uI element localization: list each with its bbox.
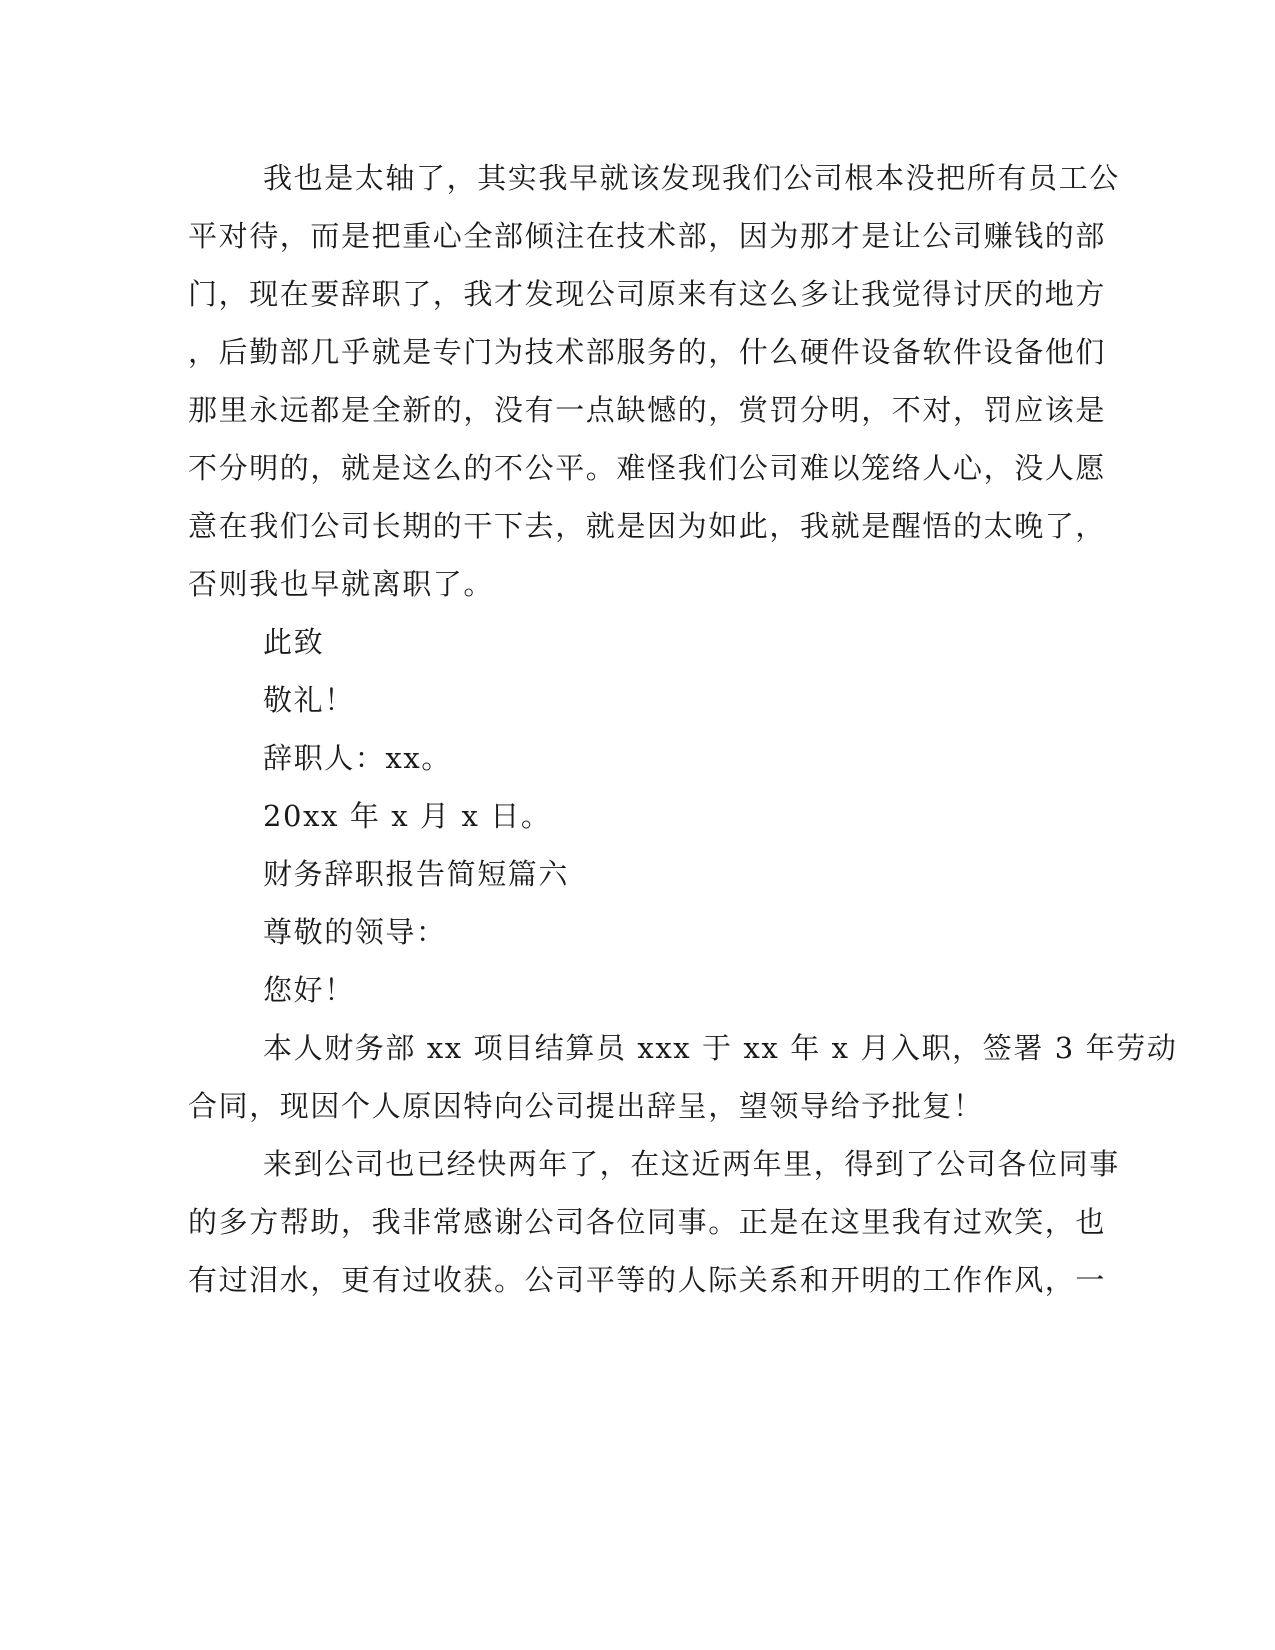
paragraph-line: 有过泪水，更有过收获。公司平等的人际关系和开明的工作作风，一 bbox=[188, 1263, 1107, 1297]
paragraph-line: 本人财务部 xx 项目结算员 xxx 于 xx 年 x 月入职，签署 3 年劳动 bbox=[263, 1031, 1178, 1065]
signature-date: 20xx 年 x 月 x 日。 bbox=[263, 799, 552, 833]
paragraph-line: 不分明的，就是这么的不公平。难怪我们公司难以笼络人心，没人愿 bbox=[188, 451, 1107, 485]
closing-salutation: 此致 bbox=[263, 625, 325, 659]
paragraph-line: 我也是太轴了，其实我早就该发现我们公司根本没把所有员工公 bbox=[263, 161, 1120, 195]
paragraph-line: 否则我也早就离职了。 bbox=[188, 567, 495, 601]
paragraph-line: ，后勤部几乎就是专门为技术部服务的，什么硬件设备软件设备他们 bbox=[188, 335, 1107, 369]
paragraph-line: 那里永远都是全新的，没有一点缺憾的，赏罚分明，不对，罚应该是 bbox=[188, 393, 1107, 427]
paragraph-line: 门，现在要辞职了，我才发现公司原来有这么多让我觉得讨厌的地方 bbox=[188, 277, 1107, 311]
paragraph-line: 合同，现因个人原因特向公司提出辞呈，望领导给予批复！ bbox=[188, 1089, 984, 1123]
paragraph-line: 来到公司也已经快两年了，在这近两年里，得到了公司各位同事 bbox=[263, 1147, 1120, 1181]
signature-name: 辞职人：xx。 bbox=[263, 741, 452, 775]
paragraph-line: 的多方帮助，我非常感谢公司各位同事。正是在这里我有过欢笑，也 bbox=[188, 1205, 1107, 1239]
paragraph-line: 平对待，而是把重心全部倾注在技术部，因为那才是让公司赚钱的部 bbox=[188, 219, 1107, 253]
section-heading: 财务辞职报告简短篇六 bbox=[263, 857, 570, 891]
greeting-hello: 您好！ bbox=[263, 973, 355, 1007]
closing-regards: 敬礼！ bbox=[263, 683, 355, 717]
greeting-addressee: 尊敬的领导： bbox=[263, 915, 447, 949]
paragraph-line: 意在我们公司长期的干下去，就是因为如此，我就是醒悟的太晚了， bbox=[188, 509, 1107, 543]
